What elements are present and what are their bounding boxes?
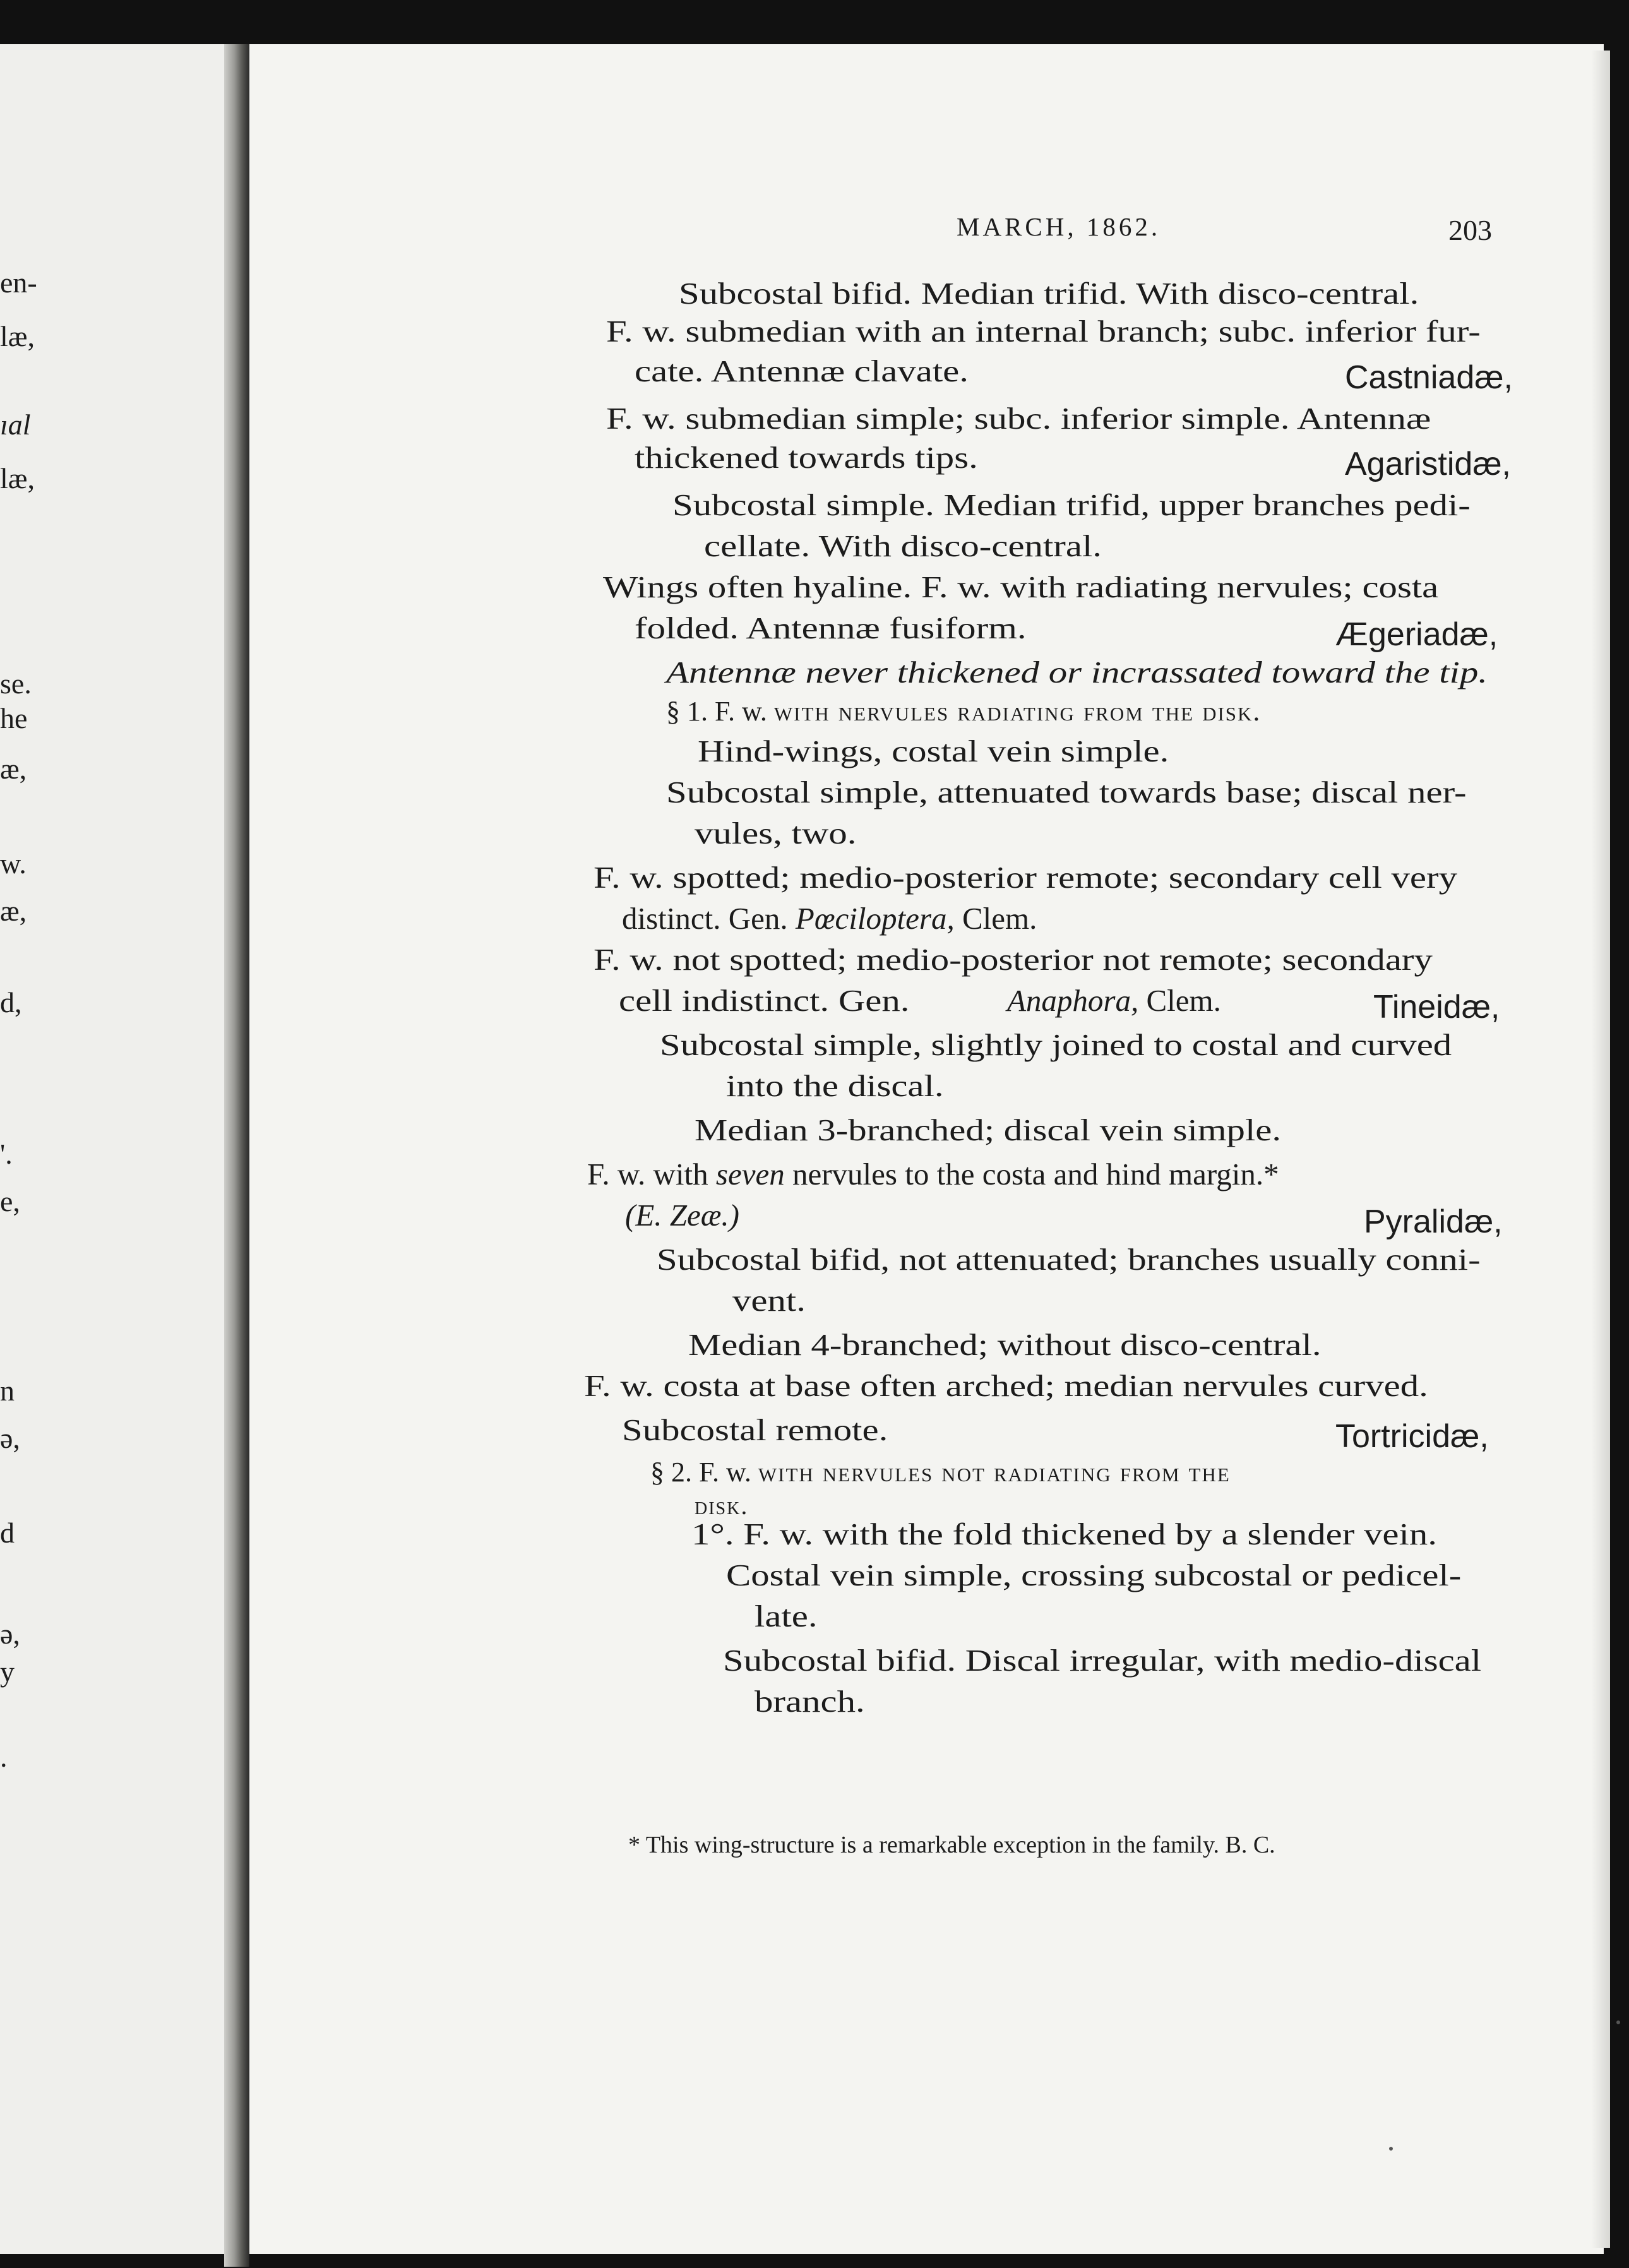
seven-suffix: nervules to the costa and hind margin.* <box>784 1157 1279 1191</box>
text-line-l25: Subcostal bifid, not attenuated; branches usually conni- <box>657 1242 1481 1277</box>
text-line-l23: Median 3-branched; discal vein simple. <box>695 1113 1282 1147</box>
left-page-fragment: n <box>0 1375 15 1407</box>
family-pyralidae: Pyralidæ, <box>1364 1203 1503 1240</box>
text-line-l16: F. w. spotted; medio-posterior remote; secondary cell very <box>594 860 1457 895</box>
genus-author: Clem. <box>954 901 1037 936</box>
right-page <box>249 44 1604 2254</box>
section-1-title: with nervules radiating from the disk. <box>773 696 1262 727</box>
seven-prefix: F. w. with <box>587 1157 716 1191</box>
left-page-fragment: d <box>0 1517 15 1549</box>
genus-poeciloptera-line <box>622 903 1037 934</box>
family-agaristidae: Agaristidæ, <box>1345 446 1511 482</box>
section-1-heading <box>666 698 1261 725</box>
section-2-title: with nervules not radiating from the <box>758 1457 1231 1488</box>
left-page-fragment: '. <box>0 1138 13 1170</box>
genus-anaphora-name: Anaphora, <box>1007 983 1139 1018</box>
not-spotted-line: F. w. not spotted; medio-posterior not remote; secondary <box>594 942 1433 977</box>
text-line-l32: 1°. F. w. with the fold thickened by a slender vein. <box>691 1517 1437 1551</box>
page-edge <box>1591 51 1610 2248</box>
text-line-l10: Antennæ never thickened or incrassated toward the tip. <box>666 655 1488 689</box>
left-page-fragment: e, <box>0 1185 20 1217</box>
running-title: MARCH, 1862. <box>957 212 1161 241</box>
left-page-fragment: se. <box>0 667 32 700</box>
text-line-l33: Costal vein simple, crossing subcostal or pedicel- <box>726 1558 1462 1592</box>
section-2-heading <box>650 1459 1231 1486</box>
text-line-l8: Wings often hyaline. F. w. with radiating nervules; costa <box>603 570 1439 604</box>
left-page-fragment: ə, <box>0 1618 20 1650</box>
family-aegeriadae: Ægeriadæ, <box>1335 616 1498 653</box>
text-line-l7: cellate. With disco-central. <box>704 528 1102 563</box>
book-gutter <box>224 44 249 2267</box>
genus-anaphora <box>1007 985 1221 1016</box>
text-line-l4: F. w. submedian simple; subc. inferior simple. Antennæ <box>606 401 1431 436</box>
text-line-l15: vules, two. <box>695 816 857 850</box>
left-page <box>0 44 240 2254</box>
left-page-fragment: ıal <box>0 409 31 441</box>
text-line-l1: Subcostal bifid. Median trifid. With disco-central. <box>679 276 1419 311</box>
text-line-l35: Subcostal bifid. Discal irregular, with medio-discal <box>723 1643 1482 1678</box>
text-line-l28: F. w. costa at base often arched; median nervules curved. <box>584 1368 1428 1403</box>
left-page-fragment: y <box>0 1656 15 1688</box>
text-line-l34: late. <box>755 1599 818 1633</box>
text-line-l13: Hind-wings, costal vein simple. <box>698 734 1169 768</box>
text-line-l14: Subcostal simple, attenuated towards base; discal ner- <box>666 775 1467 809</box>
family-tortricidae: Tortricidæ, <box>1335 1418 1489 1455</box>
text-line-l21: Subcostal simple, slightly joined to costal and curved <box>660 1027 1452 1062</box>
genus-prefix: distinct. Gen. <box>622 901 796 936</box>
text-line-l27: Median 4-branched; without disco-central. <box>688 1327 1322 1362</box>
species-zeae: (E. Zeæ.) <box>625 1198 739 1232</box>
left-page-fragment: æ, <box>0 895 27 927</box>
text-line-l29: Subcostal remote. <box>622 1412 888 1447</box>
genus-poeciloptera: Pœciloptera, <box>795 901 955 936</box>
left-page-fragment: en- <box>0 266 37 299</box>
text-line-l5: thickened towards tips. <box>635 440 978 475</box>
left-page-fragment: læ, <box>0 462 35 494</box>
text-line-l6: Subcostal simple. Median trifid, upper branches pedi- <box>672 487 1471 522</box>
section-2-title-cont: disk. <box>695 1491 749 1520</box>
left-page-fragment: læ, <box>0 320 35 352</box>
family-castniadae: Castniadæ, <box>1345 359 1513 396</box>
left-page-fragment: . <box>0 1741 8 1773</box>
seven-nervules-line <box>587 1159 1279 1190</box>
text-line-l9: folded. Antennæ fusiform. <box>635 611 1027 645</box>
family-tineidae: Tineidæ, <box>1373 989 1500 1025</box>
page-number: 203 <box>1448 214 1492 246</box>
genus-anaphora-author: Clem. <box>1138 983 1221 1018</box>
text-line-l2: F. w. submedian with an internal branch; subc. inferior fur- <box>606 314 1481 349</box>
seven-emphasis: seven <box>715 1157 785 1191</box>
left-page-fragment: ə, <box>0 1422 20 1454</box>
text-line-l36: branch. <box>755 1684 865 1719</box>
dust-speck <box>1389 2147 1393 2151</box>
left-page-fragment: æ, <box>0 753 27 785</box>
left-page-fragment: d, <box>0 986 22 1018</box>
section-1-number: § 1. F. w. <box>666 696 767 727</box>
text-line-l3: cate. Antennæ clavate. <box>635 354 969 388</box>
text-line-l22: into the discal. <box>726 1068 944 1103</box>
text-line-l26: vent. <box>732 1283 806 1318</box>
section-2-number: § 2. F. w. <box>650 1457 751 1488</box>
dust-speck <box>1616 2020 1620 2024</box>
text-line-l20: cell indistinct. Gen. <box>619 983 910 1018</box>
left-page-fragment: w. <box>0 847 27 880</box>
footnote: * This wing-structure is a remarkable exception in the family. B. C. <box>628 1832 1275 1858</box>
left-page-fragment: he <box>0 702 28 734</box>
